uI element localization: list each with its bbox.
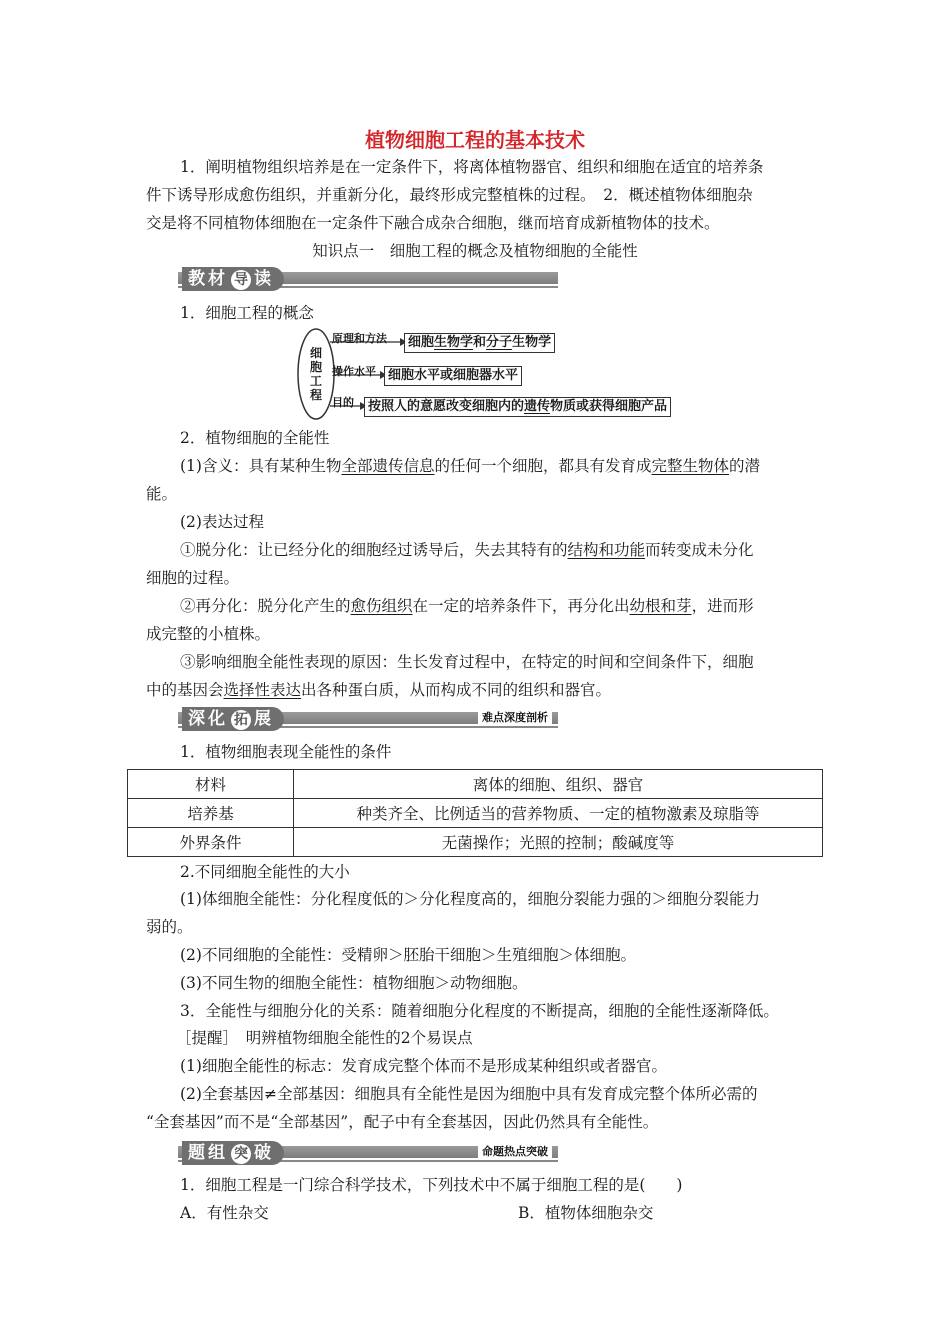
sizes-line-4: (3)不同生物的细胞全能性：植物细胞＞动物细胞。 [180, 974, 528, 992]
redifferentiation-line-1 [180, 596, 754, 616]
underlined-text: 结构和功能 [567, 541, 646, 559]
tip-line-2: (2)全套基因≠全部基因：细胞具有全能性是因为细胞中具有发育成完整个体所必需的 [180, 1085, 758, 1103]
dedifferentiation-line-1 [180, 540, 754, 560]
banner-deepen-expand [178, 707, 558, 731]
banner-textbook-guide [178, 267, 558, 291]
label-level: 操作水平 [332, 365, 376, 378]
text: ①脱分化：让已经分化的细胞经过诱导后，失去其特有的 [180, 541, 568, 559]
box-text: 物质或获得细胞产品 [550, 399, 668, 414]
redifferentiation-line-2: 成完整的小植株。 [146, 625, 271, 643]
underlined-text: 全部遗传信息 [341, 457, 435, 475]
box-text: 细胞 [408, 335, 435, 350]
text: 出各种蛋白质，从而构成不同的组织和器官。 [301, 681, 612, 699]
box-text: 和 [473, 335, 487, 350]
page-title: 植物细胞工程的基本技术 [365, 128, 585, 152]
box-principle [404, 333, 555, 353]
underlined-text: 幼根和芽 [629, 597, 692, 615]
table-cell: 材料 [128, 770, 294, 799]
concept-heading: 1．细胞工程的概念 [180, 304, 314, 322]
oval-char: 胞 [309, 360, 322, 374]
intro-line-3: 交是将不同植物体细胞在一定条件下融合成杂合细胞，继而培育成新植物体的技术。 [146, 214, 720, 232]
sizes-line-3: (2)不同细胞的全能性：受精卵＞胚胎干细胞＞生殖细胞＞体细胞。 [180, 946, 636, 964]
intro-line-2: 件下诱导形成愈伤组织，并重新分化，最终形成完整植株的过程。 2．概述植物体细胞杂 [146, 186, 753, 204]
box-purpose [364, 397, 671, 417]
table-cell: 种类齐全、比例适当的营养物质、一定的植物激素及琼脂等 [294, 799, 823, 828]
influence-line-1: ③影响细胞全能性表现的原因：生长发育过程中，在特定的时间和空间条件下，细胞 [180, 653, 754, 671]
table-cell: 外界条件 [128, 828, 294, 857]
influence-line-2 [146, 680, 611, 700]
option-a[interactable]: A．有性杂交 [180, 1204, 269, 1222]
question-stem: 1．细胞工程是一门综合科学技术，下列技术中不属于细胞工程的是( ) [180, 1176, 683, 1194]
sizes-heading: 2.不同细胞全能性的大小 [180, 863, 350, 881]
text: 而转变成未分化 [645, 541, 754, 559]
text: 的任何一个细胞，都具有发育成 [434, 457, 652, 475]
process-heading: (2)表达过程 [180, 513, 264, 531]
label-purpose: 目的 [332, 396, 354, 409]
box-underlined: 遗传 [524, 399, 551, 414]
intro-line-1: 1．阐明植物组织培养是在一定条件下，将离体植物器官、组织和细胞在适宜的培养条 [180, 158, 764, 176]
sizes-line-1: (1)体细胞全能性：分化程度低的＞分化程度高的，细胞分裂能力强的＞细胞分裂能力 [180, 890, 760, 908]
table-cell: 培养基 [128, 799, 294, 828]
dedifferentiation-line-2: 细胞的过程。 [146, 569, 240, 587]
banner-label-end: 展 [254, 709, 274, 729]
conditions-heading: 1．植物细胞表现全能性的条件 [180, 743, 392, 761]
banner-tag: 难点深度剖析 [478, 712, 552, 724]
box-level [384, 366, 522, 386]
label-principle: 原理和方法 [332, 332, 387, 345]
banner-question-group [178, 1141, 558, 1165]
oval-char: 工 [309, 374, 322, 388]
text: ②再分化：脱分化产生的 [180, 597, 351, 615]
text: 的潜 [729, 457, 761, 475]
tip-line-1: (1)细胞全能性的标志：发育成完整个体而不是形成某种组织或者器官。 [180, 1057, 667, 1075]
text: (1)含义：具有某种生物 [180, 457, 342, 475]
banner-label-end: 破 [254, 1143, 274, 1163]
banner-label: 题组 [188, 1143, 228, 1163]
underlined-text: 完整生物体 [651, 457, 730, 475]
banner-circle: 导 [231, 270, 251, 290]
meaning-line-1 [180, 456, 760, 476]
section-heading: 知识点一 细胞工程的概念及植物细胞的全能性 [312, 242, 638, 260]
table-row [128, 828, 823, 857]
conditions-table [127, 769, 823, 857]
table-row [128, 799, 823, 828]
box-text: 细胞水平或细胞器水平 [388, 368, 519, 383]
banner-label: 教材 [188, 269, 228, 289]
box-text: 按照人的意愿改变细胞内的 [368, 399, 525, 414]
banner-circle: 拓 [231, 710, 251, 730]
tip-heading: ［提醒］ 明辨植物细胞全能性的2个易误点 [176, 1029, 473, 1047]
underlined-text: 愈伤组织 [350, 597, 413, 615]
oval-char: 细 [309, 346, 322, 360]
relation-line: 3．全能性与细胞分化的关系：随着细胞分化程度的不断提高，细胞的全能性逐渐降低。 [180, 1002, 779, 1020]
banner-tag: 命题热点突破 [478, 1146, 552, 1158]
underlined-text: 选择性表达 [223, 681, 302, 699]
table-row [128, 770, 823, 799]
table-cell: 无菌操作；光照的控制；酸碱度等 [294, 828, 823, 857]
banner-circle: 突 [231, 1144, 251, 1164]
table-cell: 离体的细胞、组织、器官 [294, 770, 823, 799]
oval-char: 程 [309, 388, 322, 402]
box-underlined: 分子 [486, 335, 513, 350]
option-b[interactable]: B．植物体细胞杂交 [518, 1204, 654, 1222]
tip-line-3: “全套基因”而不是“全部基因”，配子中有全套基因，因此仍然具有全能性。 [146, 1113, 659, 1131]
box-text: 生物学 [512, 335, 552, 350]
box-underlined: 生物学 [434, 335, 474, 350]
text: ，进而形 [691, 597, 754, 615]
text: 在一定的培养条件下，再分化出 [412, 597, 630, 615]
text: 中的基因会 [146, 681, 224, 699]
meaning-line-2: 能。 [146, 485, 178, 503]
banner-label: 深化 [188, 709, 228, 729]
totipotency-heading: 2．植物细胞的全能性 [180, 429, 330, 447]
sizes-line-2: 弱的。 [146, 918, 193, 936]
banner-label-end: 读 [254, 269, 274, 289]
